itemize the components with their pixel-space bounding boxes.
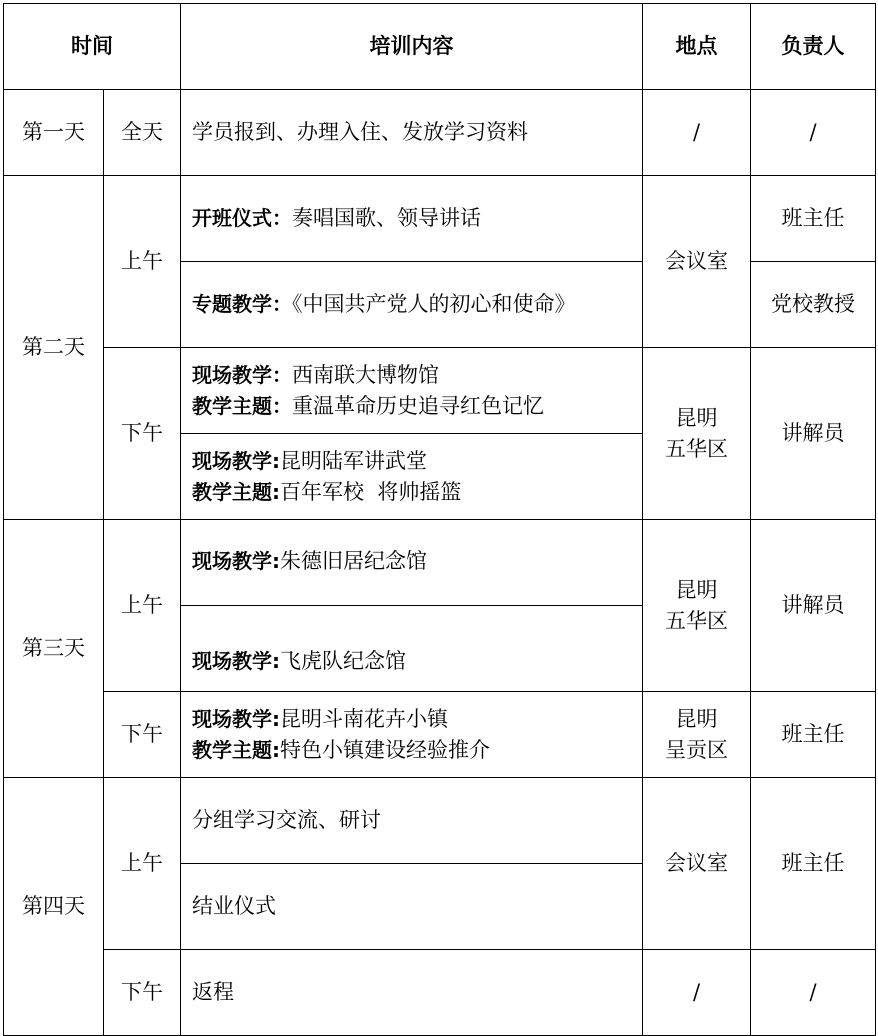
content-cell: [181, 262, 643, 348]
theme-label: 教学主题:: [192, 479, 280, 504]
period-label: 上午: [104, 520, 181, 692]
table-row: [4, 520, 876, 606]
person-cell: 党校教授: [751, 262, 876, 348]
table-row: [4, 778, 876, 864]
content-label: 开班仪式：: [192, 206, 292, 230]
table-row: [4, 692, 876, 778]
header-location: 地点: [643, 4, 751, 90]
content-text: 昆明斗南花卉小镇: [280, 706, 448, 731]
content-cell: 分组学习交流、研讨: [181, 778, 643, 864]
person-cell: 班主任: [751, 692, 876, 778]
header-row: [4, 4, 876, 90]
content-label: 现场教学:: [192, 448, 280, 473]
location-cell: 会议室: [643, 176, 751, 348]
location-cell: [643, 692, 751, 778]
person-cell: /: [751, 90, 876, 176]
content-text: 奏唱国歌、领导讲话: [292, 206, 481, 230]
table-row: [4, 950, 876, 1036]
content-text: 朱德旧居纪念馆: [280, 549, 427, 573]
content-cell: [181, 692, 643, 778]
location-cell: 会议室: [643, 778, 751, 950]
content-text: 西南联大博物馆: [292, 362, 439, 387]
header-content: 培训内容: [181, 4, 643, 90]
location-line: 五华区: [665, 608, 728, 633]
day-label: 第二天: [4, 176, 104, 520]
location-line: 五华区: [665, 436, 728, 461]
content-cell: [181, 176, 643, 262]
period-label: 下午: [104, 692, 181, 778]
theme-text: 百年军校 将帅摇篮: [280, 479, 462, 504]
header-time: 时间: [4, 4, 181, 90]
person-cell: 班主任: [751, 778, 876, 950]
table-row: [4, 348, 876, 434]
day-label: 第四天: [4, 778, 104, 1036]
content-cell: 结业仪式: [181, 864, 643, 950]
training-schedule-table: [3, 3, 876, 1036]
content-label: 现场教学：: [192, 362, 292, 387]
header-person: 负责人: [751, 4, 876, 90]
theme-text: 重温革命历史追寻红色记忆: [292, 393, 544, 418]
location-cell: [643, 520, 751, 692]
period-label: 上午: [104, 176, 181, 348]
content-cell: [181, 606, 643, 692]
content-label: 现场教学:: [192, 706, 280, 731]
table-row: [4, 90, 876, 176]
theme-text: 特色小镇建设经验推介: [280, 737, 490, 762]
content-cell: 返程: [181, 950, 643, 1036]
location-cell: [643, 348, 751, 520]
theme-label: 教学主题:: [192, 737, 280, 762]
period-label: 全天: [104, 90, 181, 176]
content-label: 现场教学:: [192, 649, 280, 673]
person-cell: /: [751, 950, 876, 1036]
theme-label: 教学主题：: [192, 393, 292, 418]
location-line: 昆明: [675, 405, 718, 430]
table-row: [4, 176, 876, 262]
day-label: 第一天: [4, 90, 104, 176]
period-label: 下午: [104, 950, 181, 1036]
content-text: 昆明陆军讲武堂: [280, 448, 427, 473]
content-text: 飞虎队纪念馆: [280, 649, 406, 673]
content-cell: [181, 348, 643, 434]
period-label: 上午: [104, 778, 181, 950]
content-cell: [181, 520, 643, 606]
location-line: 昆明: [675, 706, 718, 731]
location-line: 呈贡区: [665, 737, 728, 762]
day-label: 第三天: [4, 520, 104, 778]
location-cell: /: [643, 90, 751, 176]
content-text: 《中国共产党人的初心和使命》: [292, 292, 576, 316]
person-cell: 班主任: [751, 176, 876, 262]
content-label: 专题教学：: [192, 292, 292, 316]
person-cell: 讲解员: [751, 348, 876, 520]
content-cell: 学员报到、办理入住、发放学习资料: [181, 90, 643, 176]
content-cell: [181, 434, 643, 520]
person-cell: 讲解员: [751, 520, 876, 692]
content-label: 现场教学:: [192, 549, 280, 573]
location-line: 昆明: [675, 577, 718, 602]
period-label: 下午: [104, 348, 181, 520]
location-cell: /: [643, 950, 751, 1036]
